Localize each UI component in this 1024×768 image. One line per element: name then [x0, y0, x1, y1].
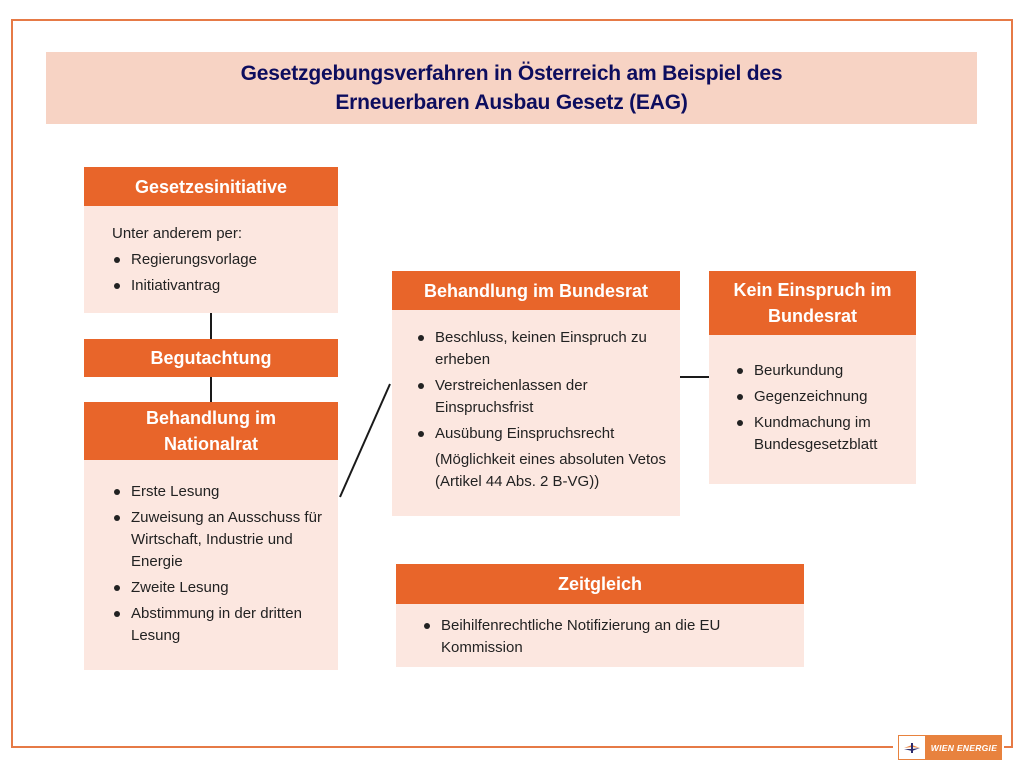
frame-border-right — [1011, 19, 1013, 748]
page-title — [46, 52, 977, 124]
list-item: Regierungsvorlage — [112, 249, 328, 271]
bullet-list — [112, 249, 328, 297]
veto-note: (Möglichkeit eines absoluten Vetos (Artikel 44 Abs. 2 B-VG)) — [435, 451, 666, 490]
logo-emblem-icon — [903, 742, 921, 754]
bullet-list — [422, 615, 764, 659]
list-item: Kundmachung im Bundesgesetzblatt — [735, 412, 904, 456]
box-gesetzesinitiative — [84, 167, 338, 313]
box-begutachtung — [84, 339, 338, 377]
diagonal-connector-line — [330, 375, 400, 505]
header-line-2: Bundesrat — [767, 306, 857, 326]
box-header — [709, 271, 916, 335]
list-item: Zweite Lesung — [112, 577, 328, 599]
bullet-list — [416, 327, 674, 445]
title-line-2: Erneuerbaren Ausbau Gesetz (EAG) — [335, 91, 688, 114]
list-item: Erste Lesung — [112, 481, 328, 503]
box-kein-einspruch — [709, 271, 916, 484]
frame-border-bottom — [11, 746, 893, 748]
frame-border-bottom-end — [1004, 746, 1013, 748]
list-item: Beurkundung — [735, 360, 910, 382]
box-header: Behandlung im Bundesrat — [392, 271, 680, 310]
header-line-1: Behandlung im — [146, 408, 276, 428]
box-header — [84, 402, 338, 460]
wien-energie-logo — [898, 735, 1002, 760]
frame-border-top — [11, 19, 1013, 21]
header-line-2: Nationalrat — [163, 434, 259, 454]
list-item: Zuweisung an Ausschuss für Wirtschaft, Industrie und Energie — [112, 507, 328, 573]
logo-text: WIEN ENERGIE — [926, 735, 1002, 760]
list-item: Abstimmung in der dritten Lesung — [112, 603, 328, 647]
box-header: Gesetzesinitiative — [84, 167, 338, 206]
bullet-list — [112, 481, 328, 647]
box-nationalrat — [84, 402, 338, 670]
title-line-1: Gesetzgebungsverfahren in Österreich am Beispiel des — [240, 62, 783, 85]
box-body — [392, 310, 680, 516]
logo-icon — [898, 735, 926, 760]
box-body — [84, 206, 338, 313]
bullet-list — [735, 360, 910, 456]
frame-border-left — [11, 19, 13, 748]
list-item: Gegenzeichnung — [735, 386, 910, 408]
list-item: Initiativantrag — [112, 275, 328, 297]
list-item: Beschluss, keinen Einspruch zu erheben — [416, 327, 674, 371]
connector-line — [210, 313, 212, 339]
connector-line — [680, 376, 709, 378]
connector-line — [210, 377, 212, 402]
list-item: Beihilfenrechtliche Notifizierung an die EU Kommission — [422, 615, 764, 659]
list-item: Verstreichenlassen der Einspruchsfrist — [416, 375, 674, 419]
box-zeitgleich — [396, 564, 804, 667]
box-header: Begutachtung — [84, 339, 338, 377]
box-header: Zeitgleich — [396, 564, 804, 604]
box-bundesrat — [392, 271, 680, 516]
box-body — [396, 604, 804, 667]
box-body — [84, 460, 338, 670]
list-item: Ausübung Einspruchsrecht — [416, 423, 674, 445]
intro-text: Unter anderem per: — [112, 225, 243, 242]
header-line-1: Kein Einspruch im — [733, 280, 892, 300]
box-body — [709, 335, 916, 484]
